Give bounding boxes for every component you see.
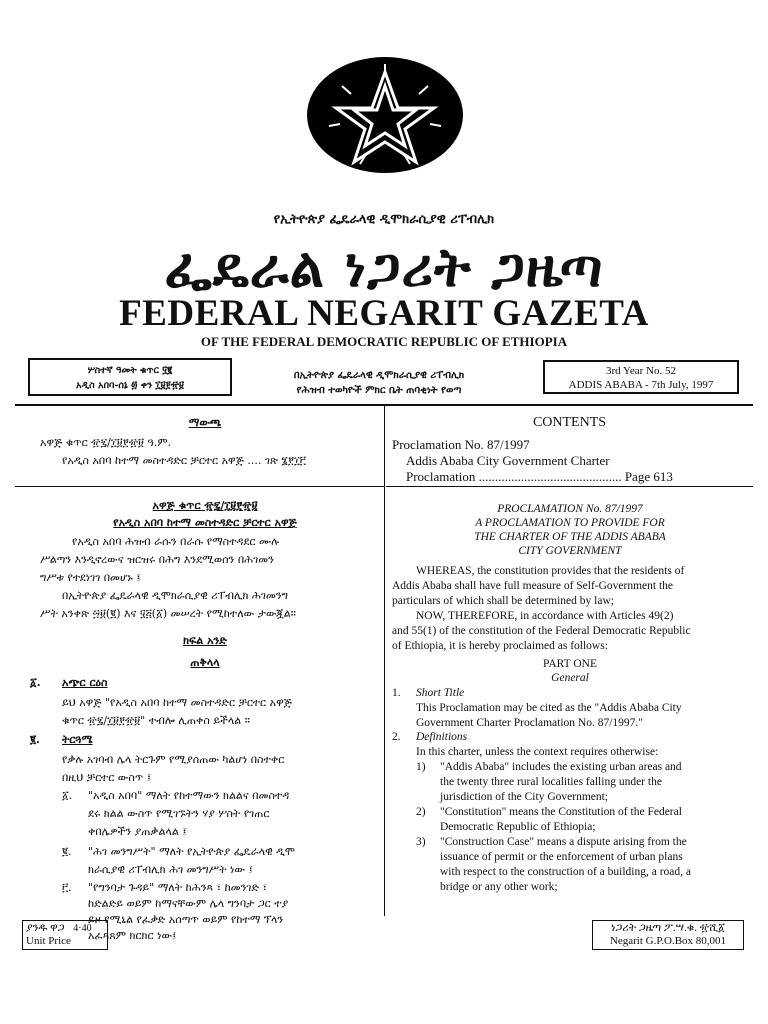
en-item-2-line-2: Democratic Republic of Ethiopia; [440, 821, 596, 833]
en-p1-line-3: particulars of which shall be determined by law; [392, 595, 614, 607]
am-part-heading: ክፍል አንድ [183, 634, 227, 647]
en-title-4: CITY GOVERNMENT [518, 545, 622, 557]
am-section-2-title: ትርጓሜ [62, 733, 93, 746]
unit-price-en: Unit Price [26, 935, 71, 947]
en-p2-line-2: and 55(1) of the constitution of the Federal Democratic Republic [392, 625, 691, 637]
am-section-1-line-2: ቁጥር ፹፯/፲፱፻፹፱" ተብሎ ሊጠቀስ ይችላል ። [62, 714, 250, 727]
am-title-2: የአዲስ አበባ ከተማ መስተዳድር ቻርተር አዋጅ [113, 516, 297, 529]
am-general-heading: ጠቅላላ [190, 656, 220, 669]
en-item-1-line-3: jurisdiction of the City Government; [440, 791, 609, 803]
contents-heading-am: ማውጫ [188, 416, 222, 429]
issue-year-en: 3rd Year No. 52 [606, 365, 676, 377]
unit-price-value: 4·40 [73, 923, 92, 934]
en-section-2-line-1: In this charter, unless the context requires otherwise: [416, 746, 659, 758]
am-section-1-number: ፩. [30, 676, 41, 689]
am-item-3-number: ፫. [62, 881, 72, 894]
am-item-1-line-1: "አዲስ አበባ" ማለት የከተማውን ክልልና በመስተዳ [88, 789, 290, 802]
authority-line-2: የሕዝብ ተወካዮች ምክር ቤት ጠባቂነት የወጣ [296, 385, 462, 396]
am-item-3-line-4: አፈጻጸም ክርክር ነው፤ [88, 929, 177, 942]
po-box-am: ነጋሪት ጋዜጣ ፖ.ሣ.ቁ. ፹ሺ፩ [611, 922, 725, 934]
issue-year-am: ሦስተኛ ዓመት ቁጥር ፶፪ [87, 365, 173, 376]
am-item-1-line-3: ቀበሌዎችን ያጠቃልላል ፤ [88, 825, 187, 838]
ethiopian-emblem-seal [306, 56, 464, 174]
en-p2-line-1: NOW, THEREFORE, in accordance with Articles 49(2) [416, 610, 674, 622]
am-p2-line-2: ሥት አንቀጽ ፵፱(፪) እና ፶፭(፩) መሠረት የሚከተለው ታውጇል። [40, 607, 296, 620]
en-title-3: THE CHARTER OF THE ADDIS ABABA [474, 531, 666, 543]
en-item-3-line-1: "Construction Case" means a dispute arising from the [440, 836, 687, 848]
am-section-2-line-1: የቃሉ አገባብ ሌላ ትርጉም የሚያሰጠው ካልሆነ በስተቀር [62, 753, 285, 766]
po-box-en: Negarit G.P.O.Box 80,001 [609, 935, 727, 947]
en-item-3-line-2: issuance of permit or the enforcement of urban plans [440, 851, 683, 863]
en-item-1-number: 1) [416, 761, 426, 773]
am-item-1-line-2: ደሩ ክልል ውስጥ የሚገኙትን ሃያ ሦስት የገጠር [88, 807, 270, 820]
masthead-english-title: FEDERAL NEGARIT GAZETA [119, 293, 649, 334]
en-item-1-line-2: the twenty three rural localities falling under the [440, 776, 662, 788]
am-item-2-line-2: ክራሲያዊ ሪፐብሊክ ሕገ መንግሥት ነው ፤ [88, 863, 253, 876]
en-section-1-number: 1. [392, 687, 401, 699]
am-item-3-line-1: "የግንባታ ጉዳይ" ማለት ከሕንጻ ፣ ከመንገድ ፣ [88, 881, 268, 894]
en-general-heading: General [551, 672, 589, 684]
en-section-1-title: Short Title [416, 687, 465, 699]
en-section-1-line-1: This Proclamation may be cited as the "Addis Ababa City [416, 702, 682, 714]
masthead-english-subtitle: OF THE FEDERAL DEMOCRATIC REPUBLIC OF ETHIOPIA [200, 334, 568, 349]
en-section-2-number: 2. [392, 731, 401, 743]
contents-am-line-1: አዋጅ ቁጥር ፹፯/፲፱፻፹፱ ዓ.ም. [40, 436, 172, 449]
am-section-2-line-2: በዚህ ቻርተር ውስጥ ፤ [62, 771, 152, 784]
divider-contents-en [386, 486, 753, 487]
contents-am-line-2: የአዲስ አበባ ከተማ መስተዳድር ቻርተር አዋጅ .... ገጽ ፮፻፲፫ [62, 454, 306, 467]
contents-en-line-3: Proclamation ............................................ Page 613 [406, 469, 673, 484]
en-part-heading: PART ONE [543, 658, 597, 670]
en-title-2: A PROCLAMATION TO PROVIDE FOR [475, 517, 665, 529]
issue-date-en: ADDIS ABABA - 7th July, 1997 [568, 379, 714, 391]
contents-en-line-2: Addis Ababa City Government Charter [406, 453, 610, 468]
issue-box-english [543, 360, 739, 394]
issue-authority [248, 368, 510, 398]
contents-heading-en: CONTENTS [532, 415, 607, 430]
po-box-box [592, 920, 744, 950]
authority-line-1: በኢትዮጵያ ፌዴራላዊ ዲሞክራሲያዊ ሪፐብሊክ [293, 370, 465, 381]
divider-contents-am [15, 486, 384, 487]
am-p1-line-1: የአዲስ አበባ ሕዝብ ራሱን በራሱ የማስተዳደር ሙሉ [72, 535, 280, 548]
am-section-1-title: አጭር ርዕስ [62, 676, 108, 689]
am-p1-line-2: ሥልጣን እንዲኖረውና ዝርዝሩ በሕግ እንደሚወሰን በሕገመን [40, 553, 274, 566]
en-item-3-line-4: bridge or any other work; [440, 881, 558, 893]
am-item-3-line-2: ከድልድይ ወይም ከማናቸውም ሌላ ግንባታ ጋር ተያ [88, 897, 289, 910]
en-item-1-line-1: "Addis Ababa" includes the existing urban areas and [440, 761, 682, 773]
en-item-3-line-3: with respect to the construction of a building, a road, a [440, 866, 692, 878]
unit-price-box [22, 920, 108, 950]
am-item-2-number: ፪. [62, 845, 72, 858]
am-section-1-line-1: ይህ አዋጅ "የአዲስ አበባ ከተማ መስተዳድር ቻርተር አዋጅ [62, 696, 292, 709]
unit-price-am: ያንዱ ዋጋ [26, 922, 65, 934]
am-item-2-line-1: "ሕገ መንግሥት" ማለት የኢትዮጵያ ፌዴራላዊ ዲሞ [88, 845, 295, 858]
am-item-3-line-3: ይዞ የሚኒል የፈቃድ አሰጣጥ ወይም የከተማ ፕላን [88, 913, 284, 926]
issue-box-amharic [28, 358, 232, 396]
en-p1-line-1: WHEREAS, the constitution provides that the residents of [416, 565, 685, 577]
en-section-2-title: Definitions [416, 731, 468, 743]
masthead-amharic-country: የኢትዮጵያ ፌዴራላዊ ዲሞክራሲያዊ ሪፐብሊክ [273, 212, 495, 227]
en-title-1: PROCLAMATION No. 87/1997 [497, 503, 643, 515]
en-item-3-number: 3) [416, 836, 426, 848]
am-section-2-number: ፪. [30, 733, 40, 746]
masthead-amharic-title: ፌዴራል ነጋሪት ጋዜጣ [164, 235, 604, 299]
en-item-2-line-1: "Constitution" means the Constitution of the Federal [440, 806, 682, 818]
am-title-1: አዋጅ ቁጥር ፹፯/፲፱፻፹፱ [152, 499, 258, 512]
en-item-2-number: 2) [416, 806, 426, 818]
am-p1-line-3: ግሥቱ የተደነገገ በመሆኑ ፤ [40, 571, 141, 584]
en-p1-line-2: Addis Ababa shall have full measure of Self-Government the [392, 580, 674, 592]
am-p2-line-1: በኢትዮጵያ ፌዴራላዊ ዲሞክራሲያዊ ሪፐብሊክ ሕገመንግ [62, 589, 289, 602]
am-item-1-number: ፩. [62, 789, 73, 802]
en-section-1-line-2: Government Charter Proclamation No. 87/1997." [416, 717, 643, 729]
en-p2-line-3: of Ethiopia, it is hereby proclaimed as follows: [392, 640, 608, 652]
column-divider [384, 404, 385, 916]
contents-en-line-1: Proclamation No. 87/1997 [392, 437, 530, 452]
issue-date-am: አዲስ አበባ-ሰኔ ፴ ቀን ፲፱፻፹፱ [76, 380, 184, 391]
